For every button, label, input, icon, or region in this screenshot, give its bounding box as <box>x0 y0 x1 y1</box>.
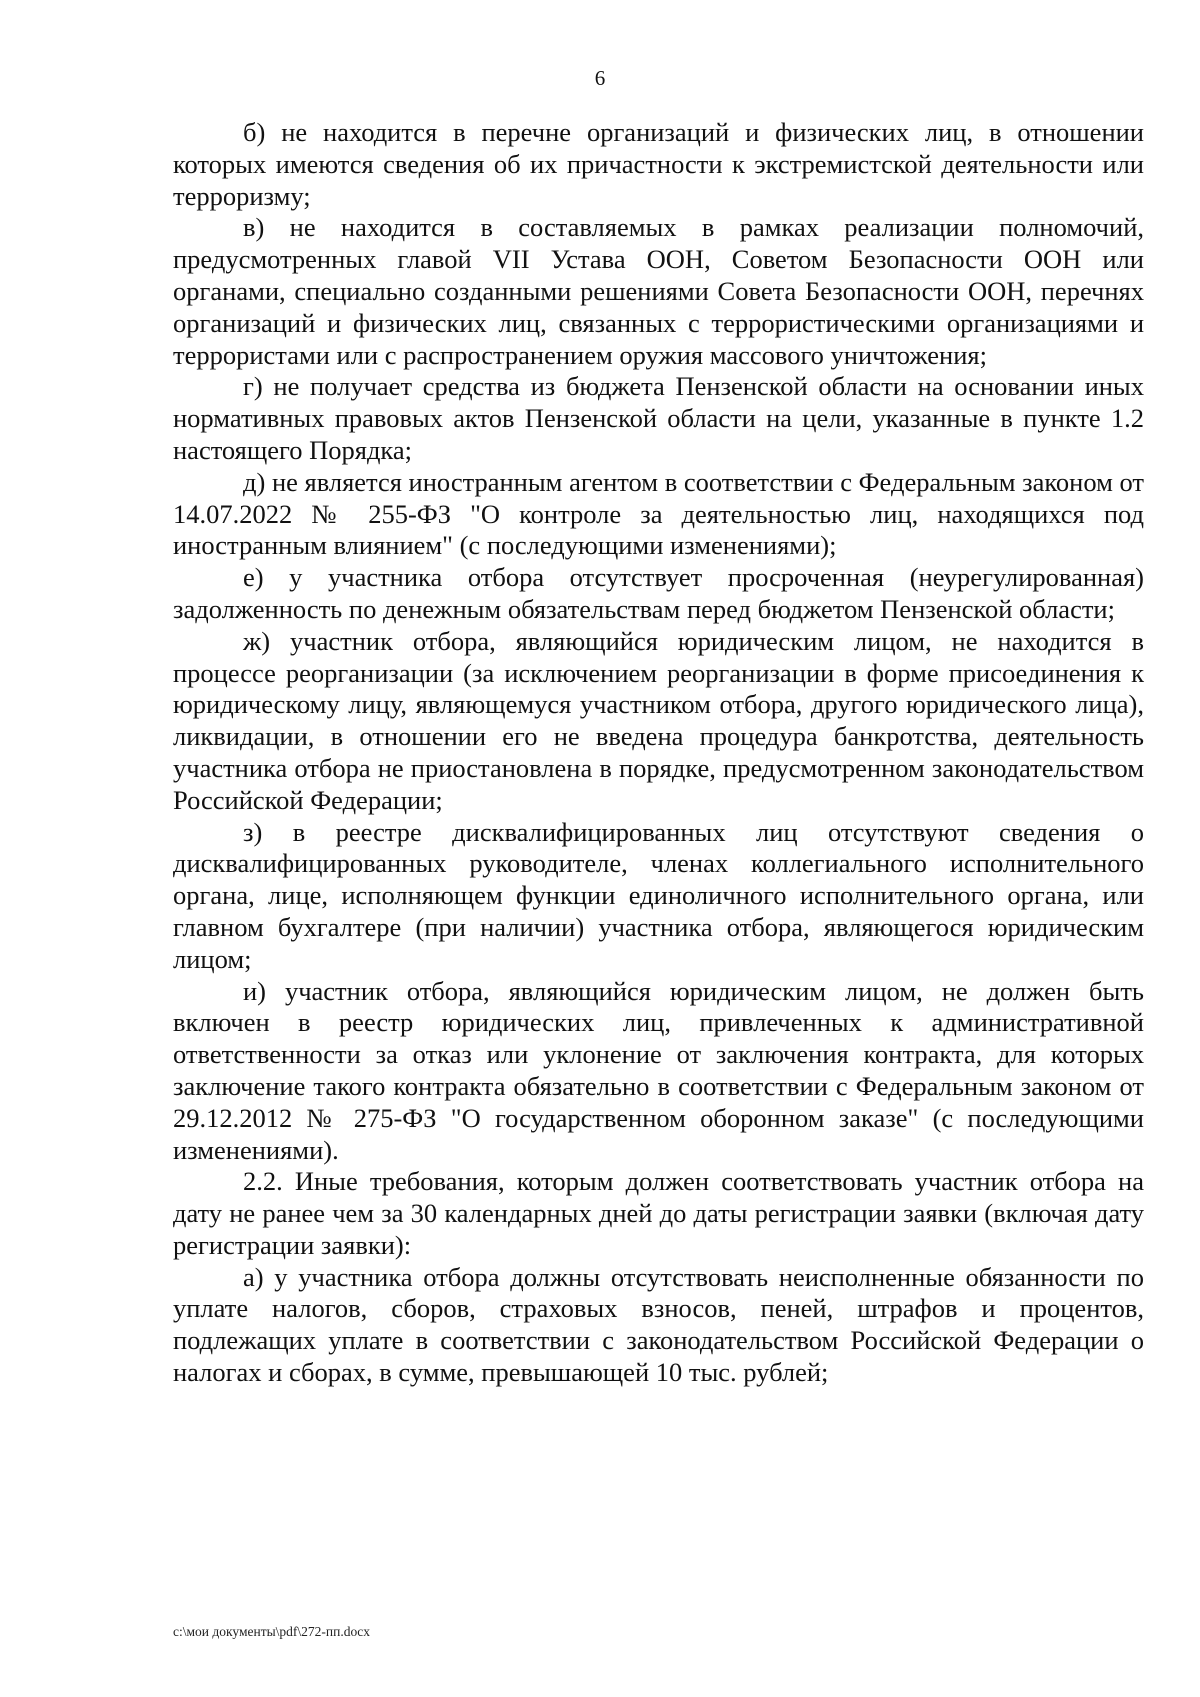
footer-file-path: c:\мои документы\pdf\272-пп.docx <box>173 1624 370 1639</box>
paragraph-b: б) не находится в перечне организаций и физических лиц, в отношении которых имеются сведения об их причастности к экстремистской деятельности или терроризму; <box>173 117 1144 211</box>
document-body <box>173 117 1144 1389</box>
paragraph-a: а) у участника отбора должны отсутствовать неисполненные обязанности по уплате налогов, сборов, страховых взносов, пеней, штрафов и процентов, подлежащих уплате в соответствии с законодательством Российской Федерации о налогах и сборах, в сумме, превышающей 10 тыс. рублей; <box>173 1261 1144 1388</box>
paragraph-i: и) участник отбора, являющийся юридическим лицом, не должен быть включен в реестр юридических лиц, привлеченных к административной ответственности за отказ или уклонение от заключения контракта, для которых заключение такого контракта обязательно в соответствии с Федеральным законом от 29.12.2012 № 275-ФЗ "О государственном оборонном заказе" (с последующими изменениями). <box>173 975 1144 1165</box>
paragraph-d: д) не является иностранным агентом в соответствии с Федеральным законом от 14.07.2022 № 255-ФЗ "О контроле за деятельностью лиц, находящихся под иностранным влиянием" (с последующими изменениями); <box>173 466 1144 561</box>
paragraph-g: г) не получает средства из бюджета Пензенской области на основании иных нормативных правовых актов Пензенской области на цели, указанные в пункте 1.2 настоящего Порядка; <box>173 371 1144 465</box>
paragraph-e: е) у участника отбора отсутствует просроченная (неурегулированная) задолженность по денежным обязательствам перед бюджетом Пензенской области; <box>173 562 1144 624</box>
paragraph-zh: ж) участник отбора, являющийся юридическим лицом, не находится в процессе реорганизации (за исключением реорганизации в форме присоединения к юридическому лицу, являющемуся участником отбора, другого юридического лица), ликвидации, в отношении его не введена процедура банкротства, деятельность участника отбора не приостановлена в порядке, предусмотренном законодательством Российской Федерации; <box>173 625 1144 815</box>
paragraph-2-2: 2.2. Иные требования, которым должен соответствовать участник отбора на дату не ранее чем за 30 календарных дней до даты регистрации заявки (включая дату регистрации заявки): <box>173 1166 1144 1260</box>
page-number: 6 <box>594 66 606 90</box>
paragraph-z: з) в реестре дисквалифицированных лиц отсутствуют сведения о дисквалифицированных руководителе, членах коллегиального исполнительного органа, лице, исполняющем функции единоличного исполнительного органа, или главном бухгалтере (при наличии) участника отбора, являющегося юридическим лицом; <box>173 816 1144 974</box>
paragraph-v: в) не находится в составляемых в рамках реализации полномочий, предусмотренных главой VII Устава ООН, Советом Безопасности ООН или органами, специально созданными решениями Совета Безопасности ООН, перечнях организаций и физических лиц, связанных с террористическими организациями и террористами или с распространением оружия массового уничтожения; <box>173 212 1144 370</box>
